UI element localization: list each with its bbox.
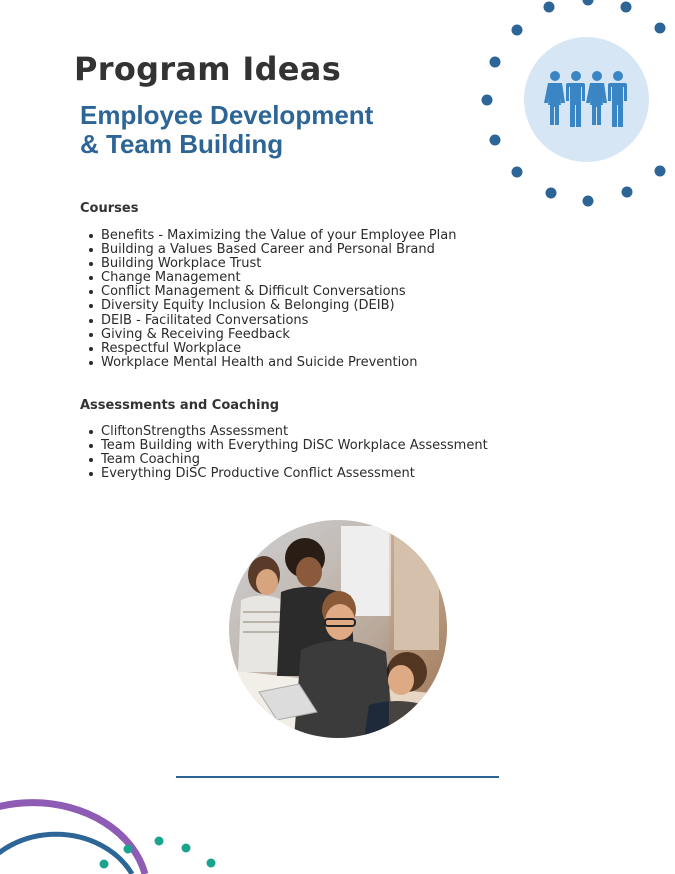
list-item: Change Management (101, 271, 457, 285)
assessments-heading: Assessments and Coaching (80, 398, 280, 413)
courses-list (101, 229, 457, 370)
list-item: Benefits - Maximizing the Value of your Employee Plan (101, 228, 457, 243)
list-item: Team Building with Everything DiSC Workplace Assessment (101, 438, 488, 454)
list-item: DEIB - Facilitated Conversations (101, 314, 457, 328)
list-item: Respectful Workplace (101, 342, 457, 356)
list-item: Team Coaching (101, 453, 488, 467)
list-item: Everything DiSC Productive Conflict Assessment (101, 467, 488, 481)
page-title: Program Ideas (74, 50, 342, 88)
page-subtitle (80, 101, 373, 159)
list-item: Diversity Equity Inclusion & Belonging (DEIB) (101, 299, 457, 313)
list-item: Building a Values Based Career and Personal Brand (101, 243, 457, 257)
courses-heading: Courses (80, 201, 139, 216)
subtitle-line-2: & Team Building (80, 129, 284, 159)
assessments-list (101, 425, 488, 481)
list-item: Building Workplace Trust (101, 257, 457, 271)
decorative-arcs (0, 760, 230, 874)
team-collaborating-photo (229, 520, 447, 738)
list-item: CliftonStrengths Assessment (101, 425, 488, 439)
list-item: Giving & Receiving Feedback (101, 328, 457, 342)
team-people-icon (543, 70, 629, 128)
subtitle-line-1: Employee Development (80, 100, 374, 130)
list-item: Conflict Management & Difficult Conversations (101, 285, 457, 299)
list-item: Workplace Mental Health and Suicide Prevention (101, 356, 457, 370)
